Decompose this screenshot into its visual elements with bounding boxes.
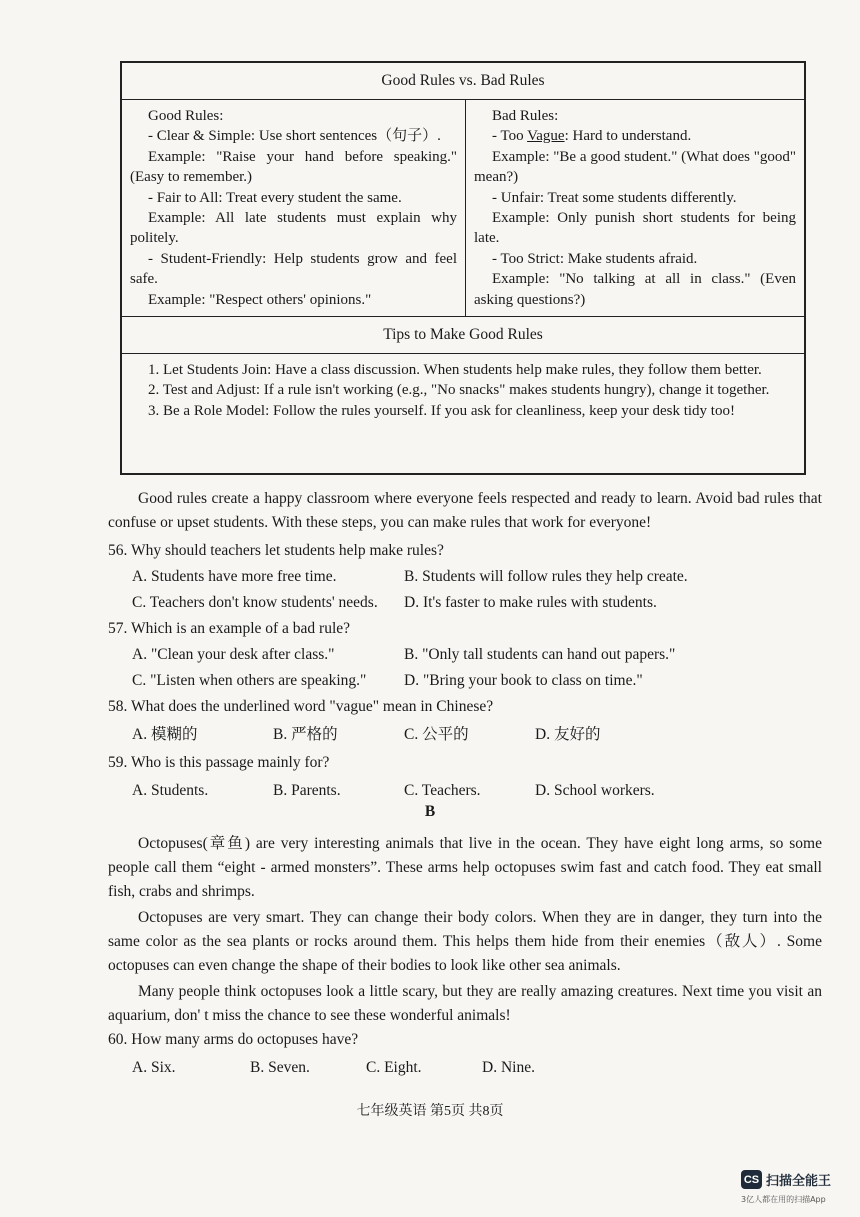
option: D. It's faster to make rules with students.: [404, 594, 657, 611]
question-56-options-2: [108, 591, 822, 615]
option: C. 公平的: [404, 726, 469, 743]
bad-rules-column: [466, 100, 804, 316]
vague-underlined-word: Vague: [527, 128, 565, 145]
option: A. Six.: [132, 1059, 176, 1076]
bad-rule-1-example: Example: "Be a good student." (What does "good" mean?): [474, 148, 796, 186]
good-rule-1-example: Example: "Raise your hand before speaking." (Easy to remember.): [130, 148, 457, 186]
option: D. Nine.: [482, 1059, 535, 1076]
good-rule-3: - Student-Friendly: Help students grow and feel safe.: [130, 250, 457, 288]
option: A. Students.: [132, 782, 209, 799]
tip-item: 1. Let Students Join: Have a class discussion. When students help make rules, they follow them better.: [148, 362, 762, 378]
option: B. Seven.: [250, 1059, 310, 1076]
good-rules-column: [122, 100, 466, 316]
option: C. "Listen when others are speaking.": [132, 672, 367, 689]
bad-rule-1: [474, 126, 796, 146]
rules-table: [120, 61, 806, 475]
tip-item: 2. Test and Adjust: If a rule isn't working (e.g., "No snacks" makes students hungry), change it together.: [148, 382, 770, 399]
option: B. Parents.: [273, 782, 341, 799]
option: D. School workers.: [535, 782, 655, 799]
option: B. "Only tall students can hand out papers.": [404, 646, 676, 663]
question-56-options: [108, 565, 822, 589]
question-57: 57. Which is an example of a bad rule?: [108, 620, 351, 637]
option: A. Students have more free time.: [132, 568, 337, 585]
passage-b-paragraph: Many people think octopuses look a little scary, but they are really amazing creatures. Next time you visit an aquarium, don' t miss the chance to see these wonderful animals!: [108, 983, 822, 1024]
camscanner-name: 扫描全能王: [766, 1174, 832, 1189]
good-rule-2: - Fair to All: Treat every student the same.: [148, 189, 402, 206]
option: B. 严格的: [273, 726, 338, 743]
question-60: 60. How many arms do octopuses have?: [108, 1031, 359, 1048]
passage-b-paragraph: Octopuses are very smart. They can change their body colors. When they are in danger, they turn into the same color as the sea plants or rocks around them. This helps them hide from their enemies（敌人）. Some octopuses can even change the shape of their bodies to look like other sea animals.: [108, 909, 822, 974]
option: B. Students will follow rules they help create.: [404, 568, 688, 585]
option: D. 友好的: [535, 726, 601, 743]
section-b-heading: B: [424, 803, 436, 820]
question-57-options: [108, 643, 822, 667]
question-58-options: [108, 723, 822, 747]
tip-item: 3. Be a Role Model: Follow the rules yourself. If you ask for cleanliness, keep your desk tidy too!: [148, 402, 735, 419]
tips-title: Tips to Make Good Rules: [122, 317, 804, 354]
good-rule-2-example: Example: All late students must explain why politely.: [130, 210, 457, 247]
bad-rules-heading: Bad Rules:: [492, 108, 559, 124]
bad-rule-3: - Too Strict: Make students afraid.: [492, 250, 698, 267]
question-59: 59. Who is this passage mainly for?: [108, 754, 330, 771]
option: A. 模糊的: [132, 726, 198, 743]
question-56: 56. Why should teachers let students help make rules?: [108, 542, 444, 559]
table-title: Good Rules vs. Bad Rules: [122, 63, 804, 100]
option: C. Teachers don't know students' needs.: [132, 594, 378, 611]
tips-list: [122, 354, 804, 421]
camscanner-watermark: [741, 1170, 832, 1210]
passage-b: [108, 832, 822, 1084]
question-59-options: [108, 779, 822, 803]
page-footer: 七年级英语 第5页 共8页: [356, 1104, 504, 1119]
question-57-options-2: [108, 669, 822, 693]
closing-paragraph: Good rules create a happy classroom where everyone feels respected and ready to learn. Avoid bad rules that confuse or upset students. With these steps, you can make rules that work for everyone!: [108, 490, 822, 531]
good-rules-heading: Good Rules:: [148, 108, 224, 124]
option: A. "Clean your desk after class.": [132, 646, 335, 663]
questions-section-a: [108, 487, 822, 807]
option: C. Eight.: [366, 1059, 422, 1076]
rules-columns: [122, 100, 804, 317]
passage-b-paragraph: Octopuses(章鱼) are very interesting animals that live in the ocean. They have eight long arms, so some people call them “eight - armed monsters”. These arms help octopuses swim fast and catch food. They eat small fish, crabs and shrimps.: [108, 835, 822, 900]
bad-rule-1-suffix: : Hard to understand.: [564, 128, 692, 145]
option: C. Teachers.: [404, 782, 481, 799]
bad-rule-2-example: Example: Only punish short students for being late.: [474, 210, 796, 247]
good-rule-3-example: Example: "Respect others' opinions.": [148, 291, 372, 308]
camscanner-tagline: 3亿人都在用的扫描App: [741, 1195, 826, 1204]
camscanner-icon: CS: [741, 1170, 762, 1189]
good-rule-1: - Clear & Simple: Use short sentences（句子）.: [148, 128, 441, 145]
bad-rule-2: - Unfair: Treat some students differently.: [492, 189, 737, 206]
bad-rule-1-prefix: - Too: [492, 128, 528, 145]
question-58: 58. What does the underlined word "vague" mean in Chinese?: [108, 698, 494, 715]
bad-rule-3-example: Example: "No talking at all in class." (Even asking questions?): [474, 271, 796, 308]
option: D. "Bring your book to class on time.": [404, 672, 643, 689]
question-60-options: [108, 1056, 822, 1080]
